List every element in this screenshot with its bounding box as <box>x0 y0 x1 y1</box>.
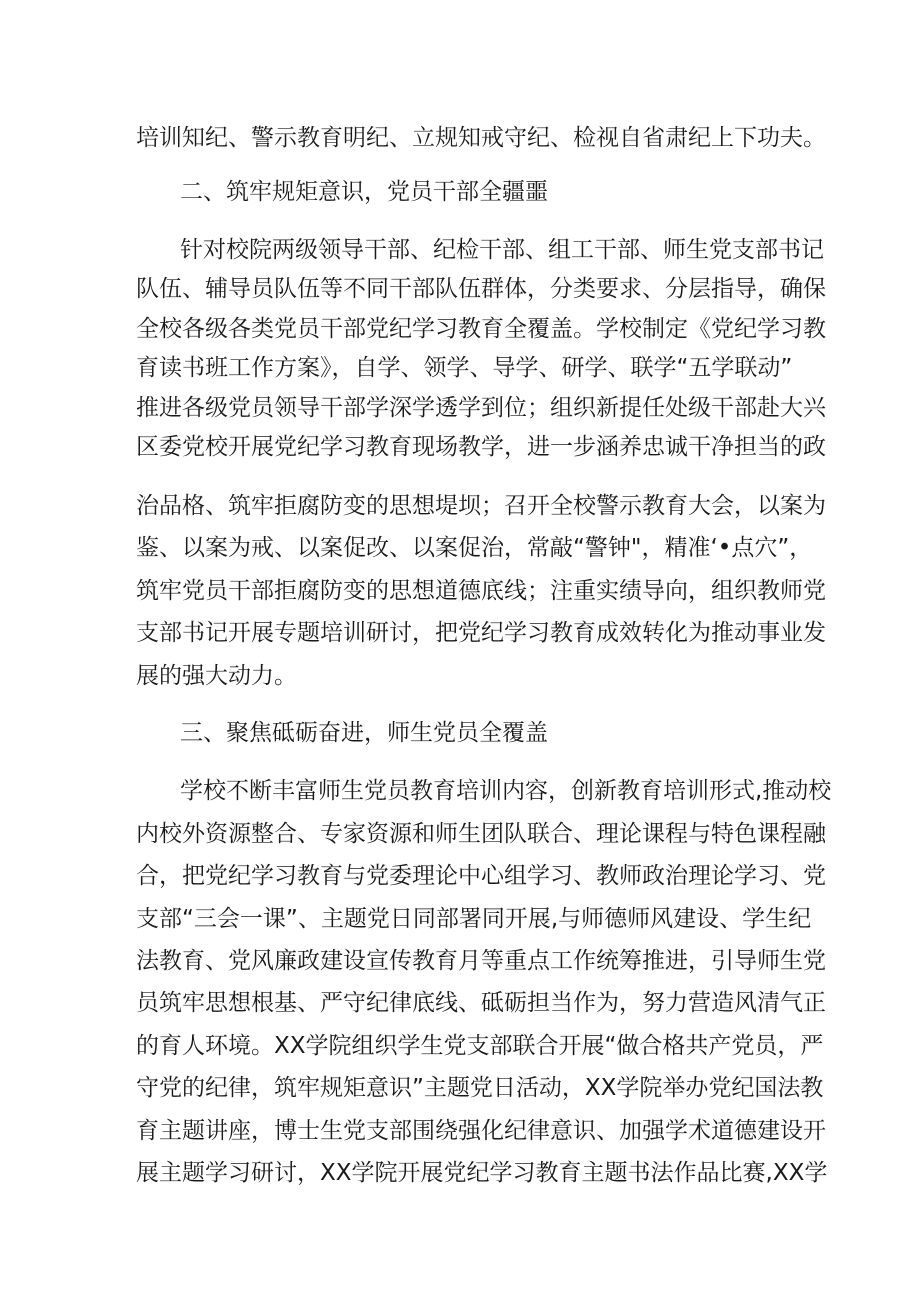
body-line: 展主题学习研讨，XX学院开展党纪学习教育主题书法作品比赛,XX学 <box>136 1160 828 1186</box>
body-line: 全校各级各类党员干部党纪学习教育全覆盖。学校制定《党纪学习教 <box>136 316 826 342</box>
body-line: 治品格、筑牢拒腐防变的思想堤坝；召开全校警示教育大会，以案为 <box>136 493 826 519</box>
body-line: 员筑牢思想根基、严守纪律底线、砥砺担当作为，努力营造风清气正 <box>136 990 826 1016</box>
body-line: 支部“三会一课”、主题党日同部署同开展,与师德师风建设、学生纪 <box>136 906 812 932</box>
body-line: 学校不断丰富师生党员教育培训内容，创新教育培训形式,推动校 <box>180 778 832 804</box>
body-line: 推进各级党员领导干部学深学透学到位；组织新提任处级干部赴大兴 <box>136 395 826 421</box>
body-line: 队伍、辅导员队伍等不同干部队伍群体，分类要求、分层指导，确保 <box>136 276 826 302</box>
body-line: 育读书班工作方案》，自学、领学、导学、研学、联学“五学联动” <box>136 355 793 381</box>
section-heading: 三、聚焦砥砺奋进，师生党员全覆盖 <box>180 720 548 746</box>
body-line: 区委党校开展党纪学习教育现场教学，进一步涵养忠诚干净担当的政 <box>136 434 826 460</box>
body-line: 筑牢党员干部拒腐防变的思想道德底线；注重实绩导向，组织教师党 <box>136 578 826 604</box>
body-line: 展的强大动力。 <box>136 663 297 689</box>
body-line: 培训知纪、警示教育明纪、立规知戒守纪、检视自省肃纪上下功夫。 <box>136 125 826 151</box>
body-line: 针对校院两级领导干部、纪检干部、组工干部、师生党支部书记 <box>180 237 824 263</box>
body-line: 育主题讲座，博士生党支部围绕强化纪律意识、加强学术道德建设开 <box>136 1118 826 1144</box>
section-heading: 二、筑牢规矩意识，党员干部全疆噩 <box>180 179 548 205</box>
body-line: 守党的纪律，筑牢规矩意识”主题党日活动，XX学院举办党纪国法教 <box>136 1075 824 1101</box>
body-line: 支部书记开展专题培训研讨，把党纪学习教育成效转化为推动事业发 <box>136 620 826 646</box>
body-line: 的育人环境。XX学院组织学生党支部联合开展“做合格共产党员，严 <box>136 1033 824 1059</box>
body-line: 法教育、党风廉政建设宣传教育月等重点工作统筹推进，引导师生党 <box>136 948 826 974</box>
body-line: 内校外资源整合、专家资源和师生团队联合、理论课程与特色课程融 <box>136 821 826 847</box>
body-line: 合，把党纪学习教育与党委理论中心组学习、教师政治理论学习、党 <box>136 863 826 889</box>
body-line: 鉴、以案为戒、以案促改、以案促治，常敲“警钟"，精准‘•点穴”， <box>136 535 813 561</box>
